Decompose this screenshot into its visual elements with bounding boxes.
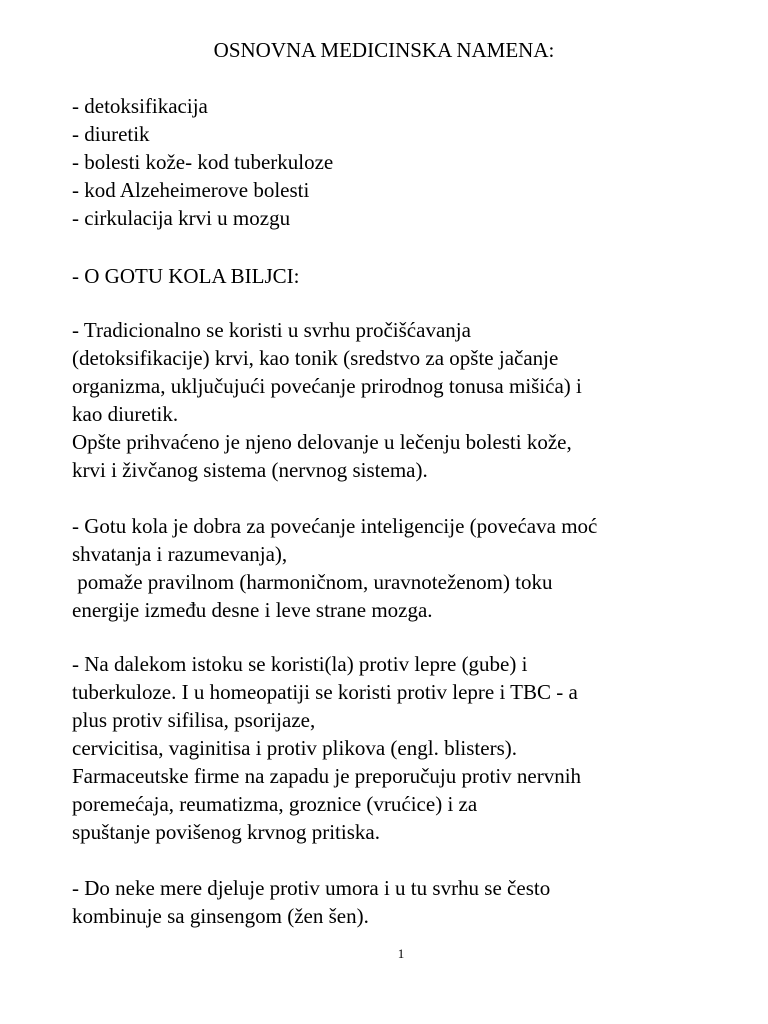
list-item-cirkulacija: - cirkulacija krvi u mozgu [72,206,291,230]
page-title: OSNOVNA MEDICINSKA NAMENA: [213,38,555,62]
paragraph-line: Farmaceutske firme na zapadu je preporučuju protiv nervnih [72,764,582,788]
list-item-bolesti-koze: - bolesti kože- kod tuberkuloze [72,150,334,174]
paragraph-line: plus protiv sifilisa, psorijaze, [72,708,316,732]
paragraph-line: energije između desne i leve strane mozga. [72,598,433,622]
paragraph-line: kombinuje sa ginsengom (žen šen). [72,904,369,928]
paragraph-line: Opšte prihvaćeno je njeno delovanje u lečenju bolesti kože, [72,430,572,454]
paragraph-line: - Gotu kola je dobra za povećanje inteligencije (povećava moć [72,514,598,538]
list-item-detoksifikacija: - detoksifikacija [72,94,208,118]
paragraph-line: spuštanje povišenog krvnog pritiska. [72,820,380,844]
page-number: 1 [397,946,405,961]
paragraph-line: kao diuretik. [72,402,179,426]
paragraph-line: - Na dalekom istoku se koristi(la) protiv lepre (gube) i [72,652,528,676]
list-item-alzheimer: - kod Alzeheimerove bolesti [72,178,310,202]
paragraph-line: shvatanja i razumevanja), [72,542,288,566]
list-item-diuretik: - diuretik [72,122,150,146]
paragraph-line: - Tradicionalno se koristi u svrhu pročišćavanja [72,318,471,342]
paragraph-line: poremećaja, reumatizma, groznice (vrućice) i za [72,792,478,816]
paragraph-line: tuberkuloze. I u homeopatiji se koristi protiv lepre i TBC - a [72,680,578,704]
paragraph-line: pomaže pravilnom (harmoničnom, uravnoteženom) toku [72,570,553,594]
paragraph-line: krvi i živčanog sistema (nervnog sistema). [72,458,428,482]
paragraph-line: organizma, uključujući povećanje prirodnog tonusa mišića) i [72,374,582,398]
section-heading: - O GOTU KOLA BILJCI: [72,264,300,288]
paragraph-line: (detoksifikacije) krvi, kao tonik (sredstvo za opšte jačanje [72,346,559,370]
paragraph-line: cervicitisa, vaginitisa i protiv plikova (engl. blisters). [72,736,517,760]
paragraph-line: - Do neke mere djeluje protiv umora i u tu svrhu se često [72,876,551,900]
